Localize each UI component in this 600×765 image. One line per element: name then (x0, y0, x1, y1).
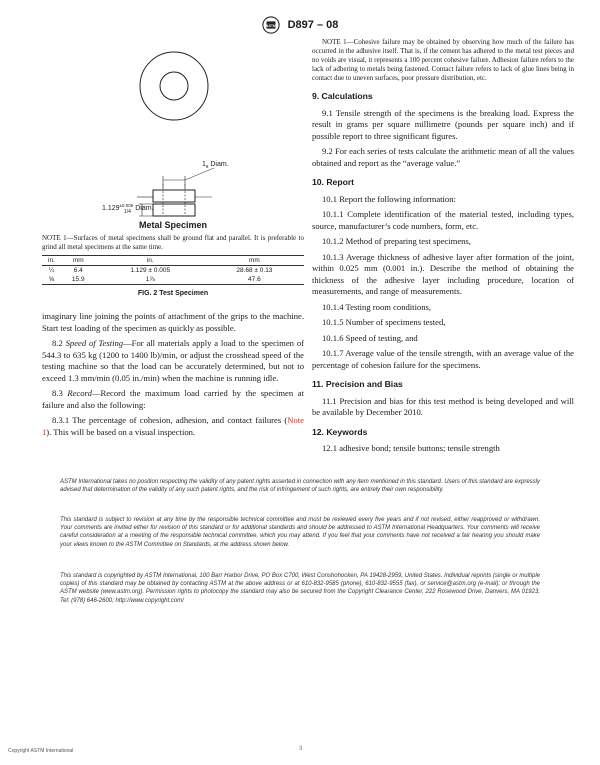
table-header: mm (248, 257, 260, 264)
table-header: in. (146, 257, 154, 264)
right-body-text (312, 91, 574, 455)
paragraph-10-1-5: 10.1.5 Number of specimens tested, (322, 317, 446, 327)
paragraph-10-1-1: 10.1.1 Complete identification of the material tested, including types, source, manufacturer’s code numbers, form, etc. (312, 209, 574, 231)
left-column (42, 38, 304, 442)
table-header: mm (72, 257, 84, 264)
note-1: NOTE 1—Cohesive failure may be obtained by observing how much of the failure has occurred in the adhesive itself. That is, if the cement has adhered to the metal test pieces and no voids are visual, it represents a 100 percent cohesive failure. Adhesion failure refers to the lack of adhering to metals being fastened. Contact failure refers to lack of glue lines being in contact due to uneven surfaces, poor pressure distribution, etc. (312, 38, 574, 82)
page-header (0, 16, 600, 34)
section-heading-keywords: 12. Keywords (312, 426, 368, 437)
paragraph-11-1: 11.1 Precision and bias for this test method is being developed and will be available by December 2010. (312, 395, 574, 417)
note-1-link[interactable]: Note 1 (42, 415, 304, 437)
paragraph-10-1-2: 10.1.2 Method of preparing test specimens, (322, 236, 471, 246)
paragraph-10-1-7: 10.1.7 Average value of the tensile strength, with an average value of the percentage of cohesion failure for the specimens. (312, 348, 574, 370)
right-column (312, 38, 574, 459)
dim-height-label: 1/4 (124, 209, 131, 215)
specimen-title: Metal Specimen (138, 220, 208, 230)
figure-caption: FIG. 2 Test Specimen (137, 290, 209, 297)
paragraph-10-1-3: 10.1.3 Average thickness of adhesive layer after formation of the joint, within 0.025 mm (0.001 in.). Describe the method of obtaining the thickness of the adhesive layer including procedure, location of measurements, and range of measurements. (312, 251, 574, 296)
dim-top-label: $1_8$ Diam. (202, 161, 229, 169)
dimension-table (42, 255, 304, 285)
footer-patent-notice: ASTM International takes no position respecting the validity of any patent rights asserted in connection with any item mentioned in this standard. Users of this standard are expressly advised that determination of the validity of any such patent rights, and the risk of infringement of such rights, are entirely their own responsibility. (60, 479, 540, 494)
paragraph-9-2: 9.2 For each series of tests calculate the arithmetic mean of all the values obtained and report as the “average value.” (312, 146, 574, 168)
section-heading-calculations: 9. Calculations (312, 91, 373, 101)
section-heading-precision: 11. Precision and Bias (312, 379, 403, 389)
copyright-line: Copyright ASTM International (8, 748, 74, 754)
footer-revision-notice: This standard is subject to revision at any time by the responsible technical committee and must be reviewed every five years and if not revised, either reapproved or withdrawn. Your comments are invited either for revision of this standard or for additional standards and should be addressed to ASTM International Headquarters. Your comments will receive careful consideration at a meeting of the responsible technical committee, which you may attend. If you feel that your comments have not received a fair hearing you should make your views known to the ASTM Committee on Standards, at the address shown below. (60, 517, 540, 548)
paragraph-10-1: 10.1 Report the following information: (322, 193, 456, 204)
paragraph-continued: imaginary line joining the points of attachment of the grips to the machine. Start test loading of the specimen as quickly as possible. (42, 311, 304, 333)
paragraph-8-3: 8.3 Record—Record the maximum load carried by the specimen at failure and also the following: (42, 388, 304, 410)
page-number: 3 (299, 746, 303, 752)
paragraph-8-3-1: 8.3.1 The percentage of cohesion, adhesion, and contact failures (Note 1). This will be based on a visual inspection. (42, 415, 304, 437)
table-header: in. (48, 257, 55, 264)
svg-text:ASTM: ASTM (265, 24, 276, 29)
dim-outer-label: $1.129^{\pm 0.005}$ Diam. (102, 203, 154, 212)
standard-designation: D897 – 08 (287, 19, 339, 32)
specimen-drawing (42, 38, 304, 228)
paragraph-10-1-6: 10.1.6 Speed of testing, and (322, 332, 418, 343)
astm-logo-icon (262, 16, 280, 34)
footer-copyright-notice: This standard is copyrighted by ASTM International, 100 Barr Harbor Drive, PO Box C700, West Conshohocken, PA 19428-2959, United States. Individual reprints (single or multiple copies) of this standard may be obtained by contacting ASTM at the above address or at 610-832-9585 (phone), 610-832-9555 (fax), or service@astm.org (e-mail); or through the ASTM website (www.astm.org). Permission rights to photocopy the standard may also be secured from the Copyright Clearance Center, 222 Rosewood Drive, Danvers, MA 01923, Tel: (978) 646-2600; http://www.copyright.com/ (60, 573, 540, 604)
table-row: ⅝ 15.9 1⅞ 47.6 (42, 275, 304, 285)
paragraph-9-1: 9.1 Tensile strength of the specimens is the breaking load. Express the result in grams per square millimetre (pounds per square inch) and if possible report to three significant figures. (312, 107, 574, 141)
figure-note: NOTE 1—Surfaces of metal specimens shall be ground flat and parallel. It is preferable to grind all metal specimens at the same time. (42, 234, 304, 251)
paragraph-8-2: 8.2 Speed of Testing—For all materials apply a load to the specimen of 544.3 to 635 kg (1200 to 1400 lb)/min, or adjust the crosshead speed of the testing machine so that the load can be accurately determined, but not to exceed 1.3 mm/min (0.05 in./min) when the machine is running idle. (42, 338, 304, 383)
paragraph-10-1-4: 10.1.4 Testing room conditions, (322, 301, 432, 312)
paragraph-12-1: 12.1 adhesive bond; tensile buttons; tensile strength (322, 443, 500, 453)
table-row: ¼ 6.4 1.129 ± 0.005 28.68 ± 0.13 (48, 267, 273, 274)
section-heading-report: 10. Report (312, 177, 355, 187)
left-body-text (42, 311, 304, 438)
figure-test-specimen (42, 38, 304, 228)
